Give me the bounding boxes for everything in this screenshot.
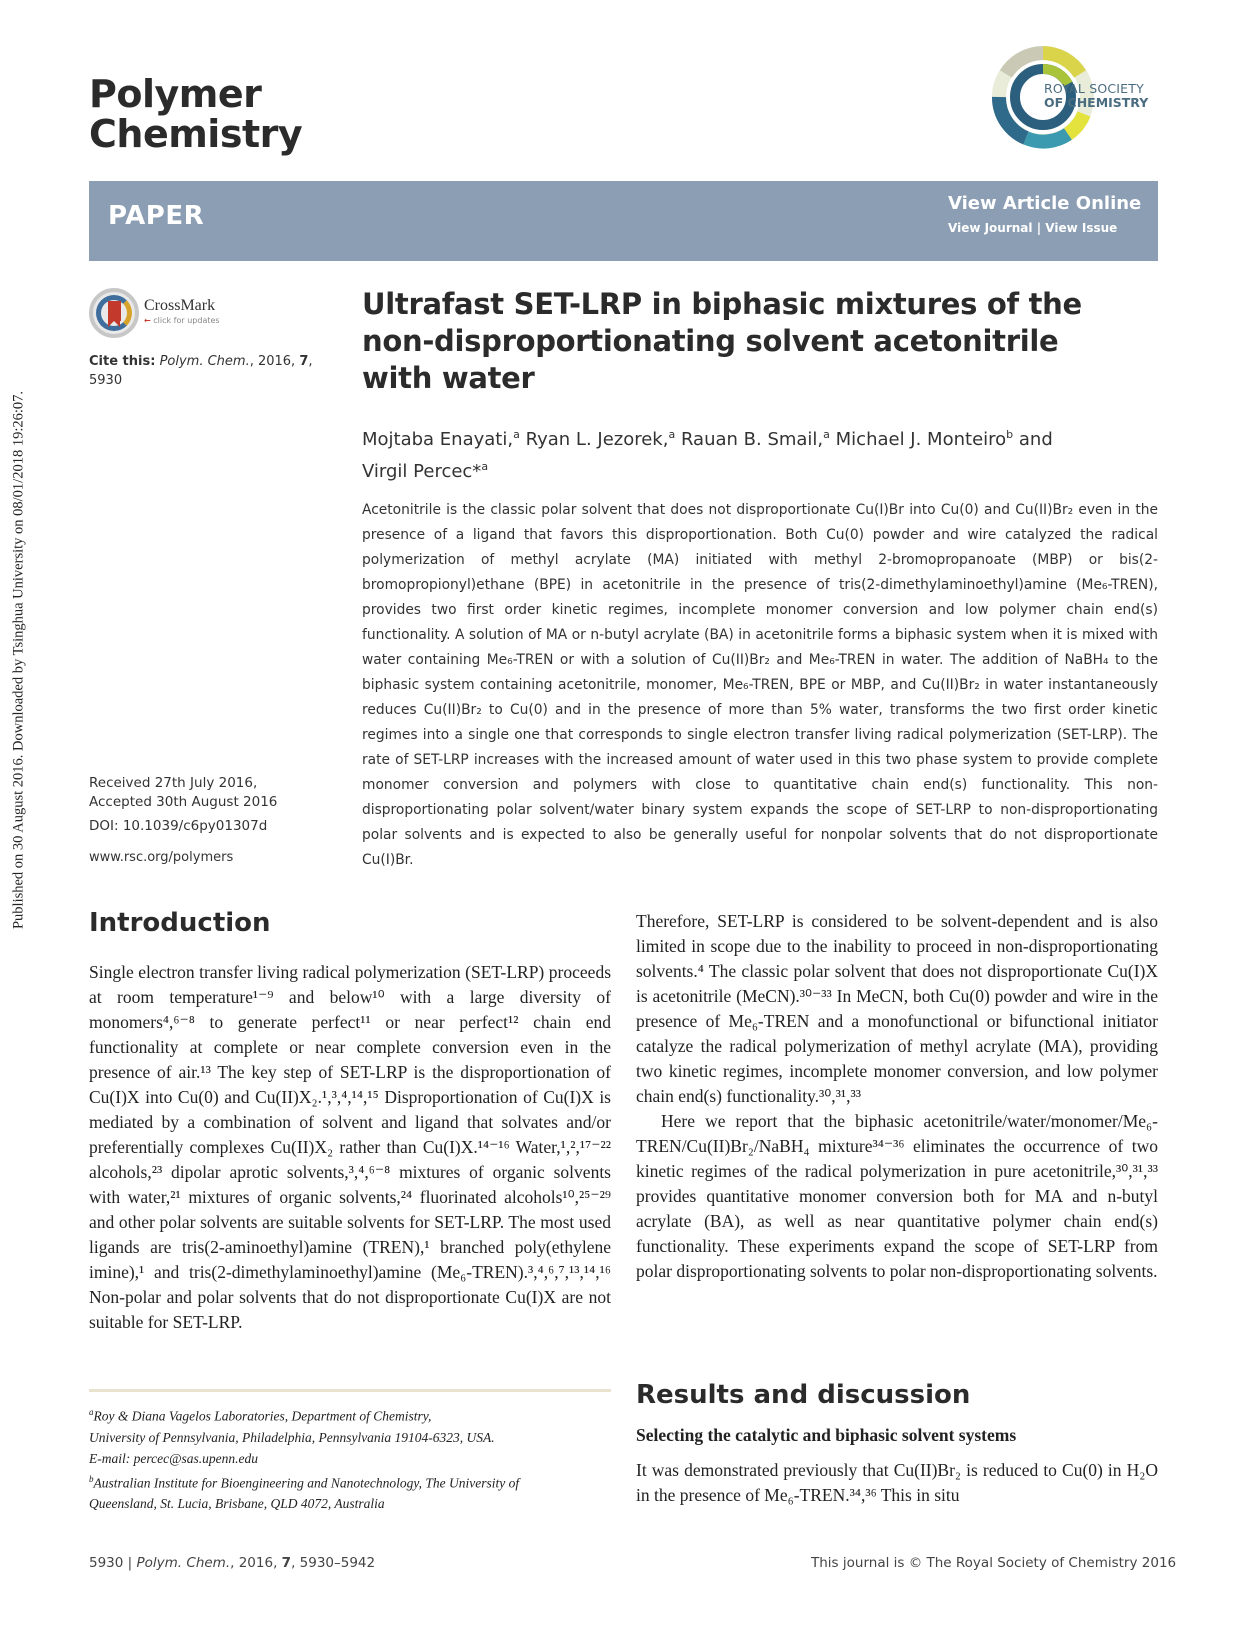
publication-side-note bbox=[4, 350, 34, 970]
section-heading-results: Results and discussion bbox=[636, 1380, 971, 1410]
introduction-left-column bbox=[89, 960, 611, 1335]
footer-page: 5930 bbox=[89, 1555, 124, 1571]
journal-title bbox=[89, 74, 302, 154]
footer-copyright: This journal is © The Royal Society of Chemistry 2016 bbox=[811, 1555, 1177, 1571]
cite-journal: Polym. Chem. bbox=[159, 354, 250, 369]
footer-citation: 5930 | Polym. Chem., 2016, 7, 5930–5942 bbox=[89, 1555, 376, 1571]
crossmark-button[interactable] bbox=[89, 288, 249, 338]
banner-links bbox=[948, 221, 1117, 235]
received-accepted bbox=[89, 774, 277, 812]
author: Virgil Percec* bbox=[362, 461, 482, 482]
rsc-wordmark bbox=[1044, 82, 1148, 110]
author: Rauan B. Smail, bbox=[680, 429, 824, 450]
view-journal-link[interactable]: View Journal bbox=[948, 221, 1033, 235]
cite-page: 5930 bbox=[89, 373, 123, 388]
rsc-wordmark-line2: OF CHEMISTRY bbox=[1044, 95, 1149, 110]
author: Michael J. Monteiro bbox=[835, 429, 1007, 450]
footnote-rule bbox=[89, 1389, 611, 1392]
subsection-heading: Selecting the catalytic and biphasic solvent systems bbox=[636, 1425, 1017, 1445]
doi[interactable]: DOI: 10.1039/c6py01307d bbox=[89, 818, 268, 834]
journal-url-link[interactable]: www.rsc.org/polymers bbox=[89, 850, 234, 865]
rsc-wordmark-line1: ROYAL SOCIETY bbox=[1044, 81, 1144, 96]
footnote-a-line1: Roy & Diana Vagelos Laboratories, Department of Chemistry, bbox=[93, 1408, 432, 1424]
accepted-date: Accepted 30th August 2016 bbox=[89, 794, 278, 810]
author-list: Mojtaba Enayati,$^a$ Ryan L. Jezorek,$^a$ Rauan B. Smail,$^a$ Michael J. Monteiro$^b$ and Virgil Percec*$^a$ bbox=[362, 428, 1053, 482]
results-column bbox=[636, 1458, 1158, 1508]
section-heading-introduction: Introduction bbox=[89, 908, 271, 938]
abstract bbox=[362, 498, 1158, 873]
affiliation-footnotes: $^a$Roy & Diana Vagelos Laboratories, Department of Chemistry, University of Pennsylvania, Philadelphia, Pennsylvania 19104-6323, USA. E-mail: percec@sas.upenn.edu $^b$Australian Institute for Bioengineering and Nanotechnology, The University of Queensland, St. Lucia, Brisbane, QLD 4072, Australia bbox=[89, 1402, 619, 1514]
abstract-text: Acetonitrile is the classic polar solvent that does not disproportionate Cu(I)Br into Cu(0) and Cu(II)Br₂ even in the presence of a ligand that favors this disproportionation. Both Cu(0) powder and wire catalyzed the radical polymerization of methyl acrylate (MA) initiated with methyl 2-bromopropanoate (MBP) or bis(2-bromopropionyl)ethane (BPE) in acetonitrile in the presence of tris(2-dimethylaminoethyl)amine (Me₆-TREN), provides two first order kinetic regimes, incomplete monomer conversion and low polymer chain end(s) functionality. A solution of MA or n-butyl acrylate (BA) in acetonitrile forms a biphasic system when it is mixed with water containing Me₆-TREN or with a solution of Cu(II)Br₂ and Me₆-TREN in water. The addition of NaBH₄ to the biphasic system containing acetonitrile, monomer, Me₆-TREN, BPE or MBP, and Cu(II)Br₂ in water instantaneously reduces Cu(II)Br₂ to Cu(0) and in the presence of more than 5% water, transforms the two first order kinetic regimes into a single one that corresponds to single electron transfer living radical polymerization (SET-LRP). The rate of SET-LRP increases with the increased amount of water used in this two phase system to provide complete monomer conversion and polymers with close to quantitative chain end(s) functionality. This non-disproportionating polar solvent/water binary system expands the scope of SET-LRP to non-disproportionating polar solvents and is expected to also be generally useful for nonpolar solvents that do not disproportionate Cu(I)Br. bbox=[362, 502, 1158, 868]
crossmark-label: CrossMark bbox=[144, 297, 216, 314]
journal-title-line2: Chemistry bbox=[89, 112, 303, 156]
article-title: Ultrafast SET-LRP in biphasic mixtures of the non-disproportionating solvent acetonitrile with water bbox=[362, 287, 1082, 395]
footnote-b-line2: Queensland, St. Lucia, Brisbane, QLD 4072, Australia bbox=[89, 1496, 385, 1511]
footnote-a-line2: University of Pennsylvania, Philadelphia, Pennsylvania 19104-6323, USA. bbox=[89, 1429, 495, 1445]
view-article-online-link[interactable]: View Article Online bbox=[948, 193, 1142, 214]
footer-journal: Polym. Chem. bbox=[136, 1555, 231, 1571]
banner-separator: | bbox=[1036, 221, 1042, 235]
footnote-b-line1: Australian Institute for Bioengineering and Nanotechnology, The University of bbox=[93, 1475, 520, 1490]
cite-volume: 7 bbox=[299, 354, 309, 369]
author: Mojtaba Enayati, bbox=[362, 429, 514, 450]
introduction-right-column bbox=[636, 909, 1158, 1284]
introduction-paragraph-3: Here we report that the biphasic acetonitrile/water/monomer/Me₆-TREN/Cu(II)Br₂/NaBH₄ mixture³⁴⁻³⁶ eliminates the occurrence of two kinetic regimes of the radical polymerization in pure acetonitrile,³⁰,³¹,³³ provides quantitative monomer conversion both for MA and n-butyl acrylate (BA), as well as near quantitative polymer chain end(s) functionality. These experiments expand the scope of SET-LRP from polar disproportionating solvents to polar non-disproportionating solvents. bbox=[636, 1111, 1158, 1281]
cite-label: Cite this: bbox=[89, 354, 156, 369]
view-issue-link[interactable]: View Issue bbox=[1045, 221, 1118, 235]
results-paragraph-1: It was demonstrated previously that Cu(II)Br₂ is reduced to Cu(0) in H₂O in the presence of Me₆-TREN.³⁴,³⁶ This in situ bbox=[636, 1460, 1158, 1505]
footnote-a-email[interactable]: E-mail: percec@sas.upenn.edu bbox=[89, 1450, 258, 1466]
author: Ryan L. Jezorek, bbox=[525, 429, 669, 450]
journal-title-line1: Polymer bbox=[89, 72, 262, 116]
introduction-paragraph-1: Single electron transfer living radical polymerization (SET-LRP) proceeds at room temperature¹⁻⁹ and below¹⁰ with a large diversity of monomers⁴,⁶⁻⁸ to generate perfect¹¹ or near perfect¹² chain end functionality at complete or near complete conversion even in the presence of air.¹³ The key step of SET-LRP is the disproportionation of Cu(I)X into Cu(0) and Cu(II)X₂.¹,³,⁴,¹⁴,¹⁵ Disproportionation of Cu(I)X is mediated by a combination of solvent and ligand that solvates and/or preferentially complexes Cu(II)X₂ rather than Cu(I)X.¹⁴⁻¹⁶ Water,¹,²,¹⁷⁻²² alcohols,²³ dipolar aprotic solvents,³,⁴,⁶⁻⁸ mixtures of organic solvents with water,²¹ mixtures of organic solvents,²⁴ fluorinated alcohols¹⁰,²⁵⁻²⁹ and other polar solvents are suitable solvents for SET-LRP. The most used ligands are tris(2-aminoethyl)amine (TREN),¹ branched poly(ethylene imine),¹ and tris(2-dimethylaminoethyl)amine (Me₆-TREN).³,⁴,⁶,⁷,¹³,¹⁴,¹⁶ Non-polar and polar solvents that do not disproportionate Cu(I)X are not suitable for SET-LRP. bbox=[89, 962, 611, 1332]
side-note-text: Published on 30 August 2016. Downloaded by Tsinghua University on 08/01/2018 19:26:07. bbox=[10, 390, 27, 930]
introduction-paragraph-2: Therefore, SET-LRP is considered to be solvent-dependent and is also limited in scope due to the inability to proceed in non-disproportionating solvents.⁴ The classic polar solvent that does not disproportionate Cu(I)X is acetonitrile (MeCN).³⁰⁻³³ In MeCN, both Cu(0) powder and wire in the presence of Me₆-TREN and a monofunctional or bifunctional initiator catalyze the radical polymerization of methyl acrylate (MA), providing two kinetic regimes, incomplete monomer conversion, and low polymer chain end(s) functionality.³⁰,³¹,³³ bbox=[636, 911, 1158, 1106]
crossmark-icon bbox=[89, 288, 139, 338]
crossmark-sub: ← click for updates bbox=[144, 316, 220, 325]
article-type-label: PAPER bbox=[108, 201, 205, 231]
received-date: Received 27th July 2016, bbox=[89, 775, 258, 791]
cite-this: Cite this: Polym. Chem., 2016, 7, 5930 bbox=[89, 354, 313, 388]
